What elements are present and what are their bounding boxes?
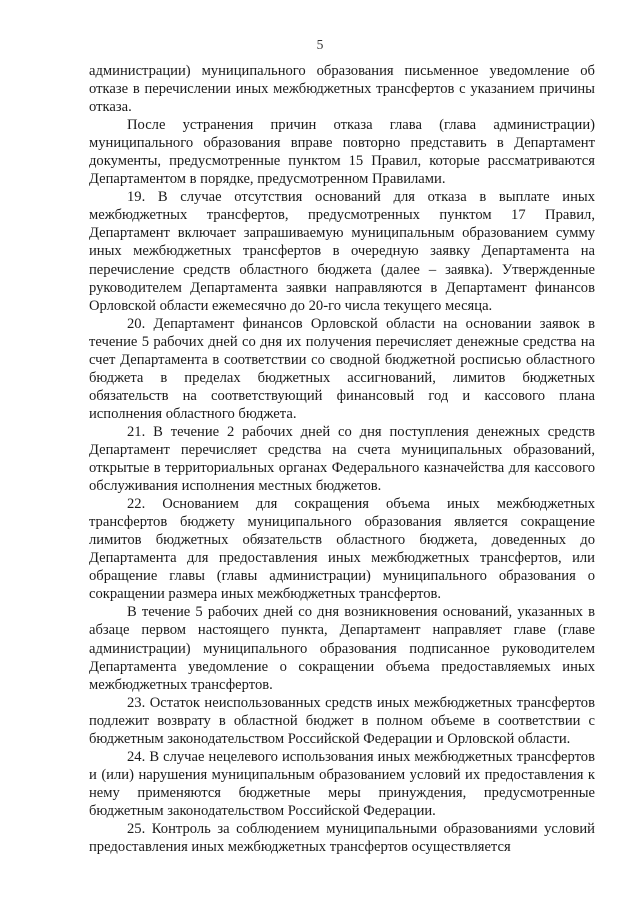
paragraph-p-23: 23. Остаток неиспользованных средств иных межбюджетных трансфертов подлежит возврату в областной бюджет в полном объеме в соответствии с бюджетным законодательством Российской Федерации и Орловской области.	[89, 694, 595, 747]
paragraph-p-22: 22. Основанием для сокращения объема иных межбюджетных трансфертов бюджету муниципального образования является сокращение лимитов бюджетных обязательств областного бюджета, доведенных до Департамента для предоставления иных межбюджетных трансфертов, или обращение главы (главы администрации) муниципального образования о сокращении размера иных межбюджетных трансфертов.	[89, 496, 595, 603]
paragraph-p-25: 25. Контроль за соблюдением муниципальными образованиями условий предоставления иных межбюджетных трансфертов осуществляется	[89, 820, 595, 856]
document-body	[89, 62, 595, 856]
paragraph-p-continued: администрации) муниципального образования письменное уведомление об отказе в перечислении иных межбюджетных трансфертов с указанием причины отказа.	[89, 63, 595, 116]
paragraph-p-21: 21. В течение 2 рабочих дней со дня поступления денежных средств Департамент перечисляет средства на счета муниципальных образований, открытые в территориальных органах Федерального казначейства для кассового обслуживания исполнения местных бюджетов.	[89, 423, 595, 495]
paragraph-p-resubmit: После устранения причин отказа глава (глава администрации) муниципального образования вправе повторно представить в Департамент документы, предусмотренные пунктом 15 Правил, которые рассматриваются Департаментом в порядке, предусмотренном Правилами.	[89, 117, 595, 188]
page-number: 5	[316, 37, 324, 52]
paragraph-p-24: 24. В случае нецелевого использования иных межбюджетных трансфертов и (или) нарушения муниципальным образованием условий их предоставления к нему применяются бюджетные меры принуждения, предусмотренные бюджетным законодательством Российской Федерации.	[89, 748, 595, 819]
paragraph-p-19: 19. В случае отсутствия оснований для отказа в выплате иных межбюджетных трансфертов, предусмотренных пунктом 17 Правил, Департамент включает запрашиваемую муниципальным образованием сумму иных межбюджетных трансфертов в очередную заявку Департамента на перечисление средств областного бюджета (далее – заявка). Утвержденные руководителем Департамента заявки направляются в Департамент финансов Орловской области ежемесячно до 20-го числа текущего месяца.	[89, 189, 595, 314]
paragraph-p-22-notice: В течение 5 рабочих дней со дня возникновения оснований, указанных в абзаце первом настоящего пункта, Департамент направляет главе (главе администрации) муниципального образования подписанное руководителем Департамента уведомление о сокращении объема предоставляемых иных межбюджетных трансфертов.	[89, 604, 595, 693]
paragraph-p-20: 20. Департамент финансов Орловской области на основании заявок в течение 5 рабочих дней со дня их получения перечисляет денежные средства на счет Департамента в соответствии со сводной бюджетной росписью областного бюджета в пределах бюджетных ассигнований, лимитов бюджетных обязательств на соответствующий финансовый год и кассового плана исполнения областного бюджета.	[89, 315, 595, 422]
